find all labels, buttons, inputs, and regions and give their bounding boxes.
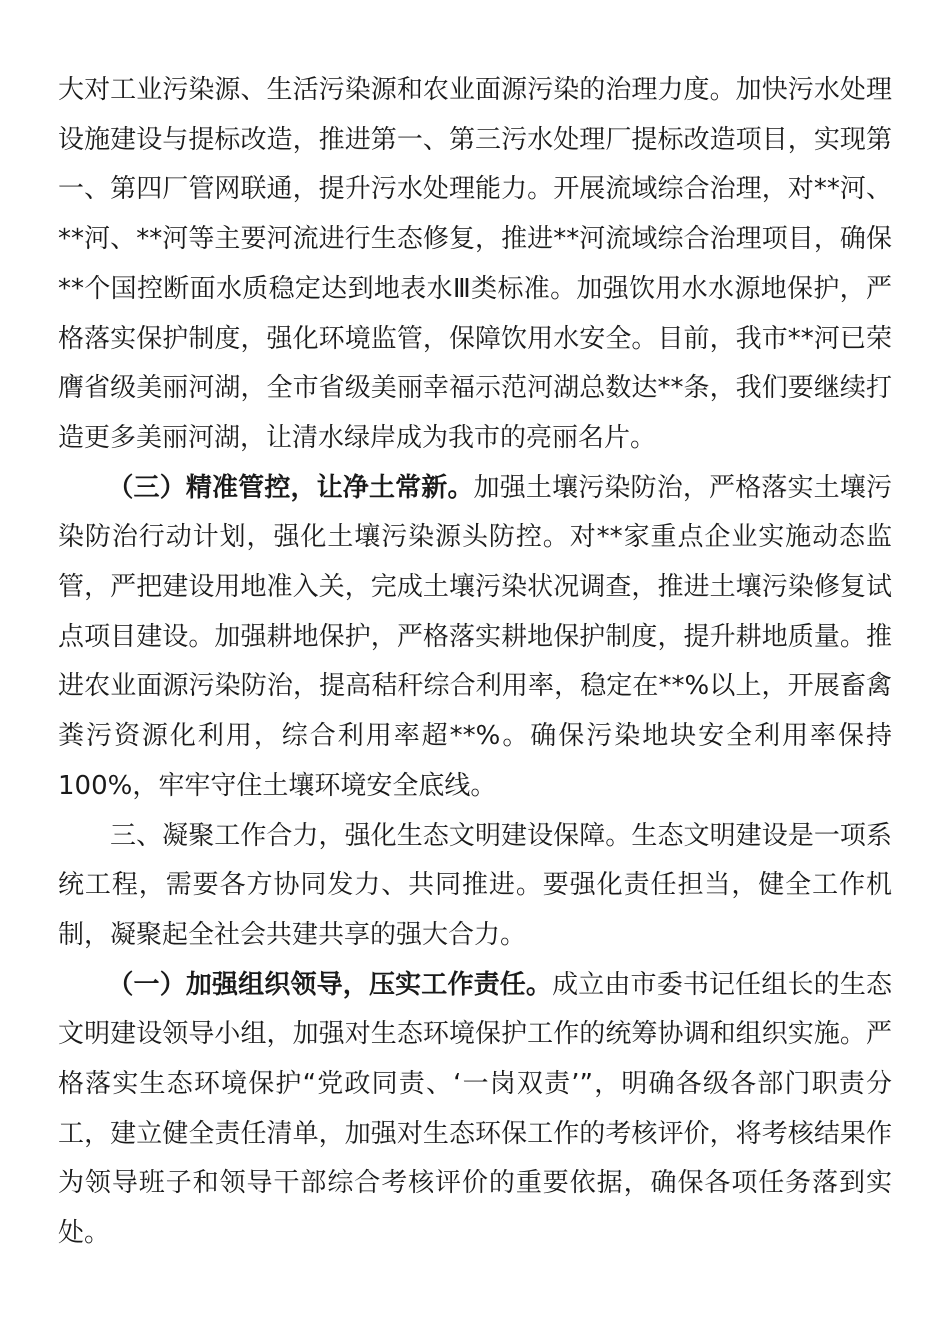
document-body [58,66,892,1259]
paragraph-section-three: 三、凝聚工作合力，强化生态文明建设保障。生态文明建设是一项系统工程，需要各方协同发力、共同推进。要强化责任担当，健全工作机制，凝聚起全社会共建共享的强大合力。 [58,820,892,950]
paragraph-leadership [58,961,892,1259]
section-heading-soil: （三）精准管控，让净土常新。 [107,472,474,503]
paragraph-water-governance: 大对工业污染源、生活污染源和农业面源污染的治理力度。加快污水处理设施建设与提标改造，推进第一、第三污水处理厂提标改造项目，实现第一、第四厂管网联通，提升污水处理能力。开展流域综合治理，对**河、**河、**河等主要河流进行生态修复，推进**河流域综合治理项目，确保**个国控断面水质稳定达到地表水Ⅲ类标准。加强饮用水水源地保护，严格落实保护制度，强化环境监管，保障饮用水安全。目前，我市**河已荣膺省级美丽河湖，全市省级美丽幸福示范河湖总数达**条，我们要继续打造更多美丽河湖，让清水绿岸成为我市的亮丽名片。 [58,75,892,453]
paragraph-soil-control [58,464,892,812]
section-body-leadership: 成立由市委书记任组长的生态文明建设领导小组，加强对生态环境保护工作的统筹协调和组织实施。严格落实生态环境保护“党政同责、‘一岗双责’”，明确各级各部门职责分工，建立健全责任清单，加强对生态环保工作的考核评价，将考核结果作为领导班子和领导干部综合考核评价的重要依据，确保各项任务落到实处。 [58,969,892,1249]
section-body-soil: 加强土壤污染防治，严格落实土壤污染防治行动计划，强化土壤污染源头防控。对**家重点企业实施动态监管，严把建设用地准入关，完成土壤污染状况调查，推进土壤污染修复试点项目建设。加强耕地保护，严格落实耕地保护制度，提升耕地质量。推进农业面源污染防治，提高秸秆综合利用率，稳定在**%以上，开展畜禽粪污资源化利用，综合利用率超**%。确保污染地块安全利用率保持 100%，牢牢守住土壤环境安全底线。 [58,472,892,801]
section-heading-leadership: （一）加强组织领导，压实工作责任。 [107,969,553,1000]
